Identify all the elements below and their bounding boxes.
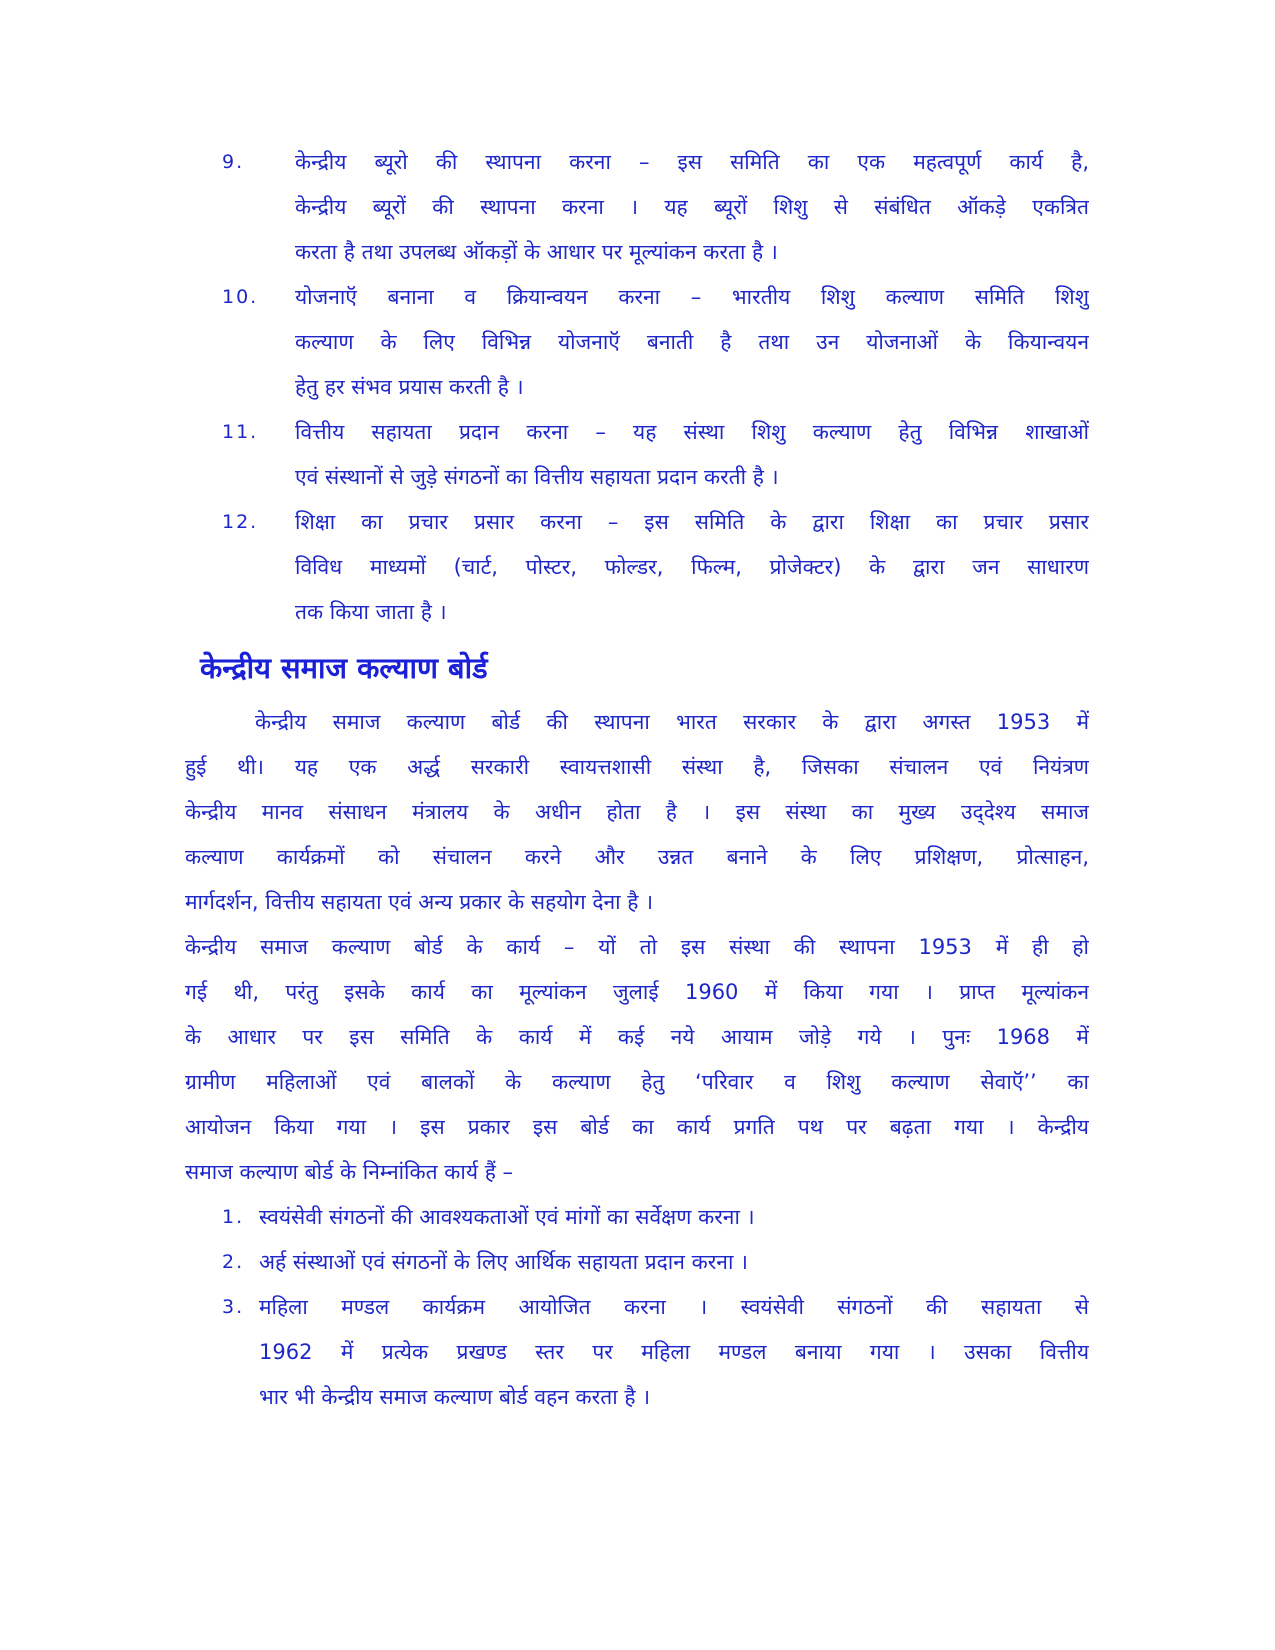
list-item-text-line: स्वयंसेवी संगठनों की आवश्यकताओं एवं मांगों का सर्वेक्षण करना । <box>259 1205 755 1229</box>
list-item-text-line: तक किया जाता है । <box>295 600 447 624</box>
list-number: 11. <box>222 421 259 443</box>
list-item-text-line: करता है तथा उपलब्ध ऑकड़ों के आधार पर मूल्यांकन करता है । <box>295 240 778 264</box>
list-number: 10. <box>222 286 259 308</box>
list-item-text-line: विविध माध्यमों (चार्ट, पोस्टर, फोल्डर, फिल्म, प्रोजेक्टर) के द्वारा जन साधारण <box>295 555 1089 579</box>
paragraph-line: आयोजन किया गया । इस प्रकार इस बोर्ड का कार्य प्रगति पथ पर बढ़ता गया । केन्द्रीय <box>185 1115 1089 1139</box>
list-number: 2. <box>222 1251 245 1273</box>
paragraph-line: मार्गदर्शन, वित्तीय सहायता एवं अन्य प्रकार के सहयोग देना है । <box>185 890 654 914</box>
paragraph-line: के आधार पर इस समिति के कार्य में कई नये आयाम जोड़े गये । पुनः 1968 में <box>185 1025 1089 1049</box>
list-item-text-line: कल्याण के लिए विभिन्न योजनाऍ बनाती है तथा उन योजनाओं के कियान्वयन <box>295 330 1089 354</box>
list-item-text-line: अर्ह संस्थाओं एवं संगठनों के लिए आर्थिक सहायता प्रदान करना । <box>259 1250 749 1274</box>
list-item-text-line: वित्तीय सहायता प्रदान करना – यह संस्था शिशु कल्याण हेतु विभिन्न शाखाओं <box>295 420 1089 444</box>
list-item-text-line: हेतु हर संभव प्रयास करती है । <box>295 375 524 399</box>
list-number: 3. <box>222 1296 245 1318</box>
list-number: 1. <box>222 1206 245 1228</box>
functions-paragraph <box>185 925 1089 1195</box>
paragraph-line: कल्याण कार्यक्रमों को संचालन करने और उन्नत बनाने के लिए प्रशिक्षण, प्रोत्साहन, <box>185 845 1089 869</box>
list-item-text-line: महिला मण्डल कार्यक्रम आयोजित करना । स्वयंसेवी संगठनों की सहायता से <box>259 1295 1089 1319</box>
list-item-text-line: 1962 में प्रत्येक प्रखण्ड स्तर पर महिला मण्डल बनाया गया । उसका वित्तीय <box>259 1340 1089 1364</box>
list-number: 12. <box>222 511 259 533</box>
list-item-text-line: भार भी केन्द्रीय समाज कल्याण बोर्ड वहन करता है । <box>259 1385 651 1409</box>
paragraph-line: केन्द्रीय मानव संसाधन मंत्रालय के अधीन होता है । इस संस्था का मुख्य उद्‌देश्य समाज <box>185 800 1089 824</box>
paragraph-line: ग्रामीण महिलाओं एवं बालकों के कल्याण हेतु ‘परिवार व शिशु कल्याण सेवाऍ’’ का <box>185 1070 1089 1094</box>
list-item-text-line: योजनाऍ बनाना व क्रियान्वयन करना – भारतीय शिशु कल्याण समिति शिशु <box>295 285 1089 309</box>
paragraph-line: गई थी, परंतु इसके कार्य का मूल्यांकन जुलाई 1960 में किया गया । प्राप्त मूल्यांकन <box>185 980 1089 1004</box>
paragraph-line: हुई थी। यह एक अर्द्ध सरकारी स्वायत्तशासी संस्था है, जिसका संचालन एवं नियंत्रण <box>185 755 1089 779</box>
list-item-text-line: एवं संस्थानों से जुड़े संगठनों का वित्तीय सहायता प्रदान करती है । <box>295 465 779 489</box>
intro-paragraph <box>185 700 1089 925</box>
paragraph-line: केन्द्रीय समाज कल्याण बोर्ड की स्थापना भारत सरकार के द्वारा अगस्त 1953 में <box>255 710 1089 734</box>
list-item-text-line: केन्द्रीय ब्यूरो की स्थापना करना – इस समिति का एक महत्वपूर्ण कार्य है, <box>295 150 1089 174</box>
list-item-text-line: केन्द्रीय ब्यूरों की स्थापना करना । यह ब्यूरों शिशु से संबंधित ऑकड़े एकत्रित <box>295 195 1089 219</box>
list-number: 9. <box>222 151 245 173</box>
paragraph-line: केन्द्रीय समाज कल्याण बोर्ड के कार्य – यों तो इस संस्था की स्थापना 1953 में ही हो <box>185 935 1089 959</box>
section-heading: केन्द्रीय समाज कल्याण बोर्ड <box>200 651 488 685</box>
paragraph-line: समाज कल्याण बोर्ड के निम्नांकित कार्य हैं – <box>185 1160 514 1184</box>
list-item-text-line: शिक्षा का प्रचार प्रसार करना – इस समिति के द्वारा शिक्षा का प्रचार प्रसार <box>295 510 1089 534</box>
